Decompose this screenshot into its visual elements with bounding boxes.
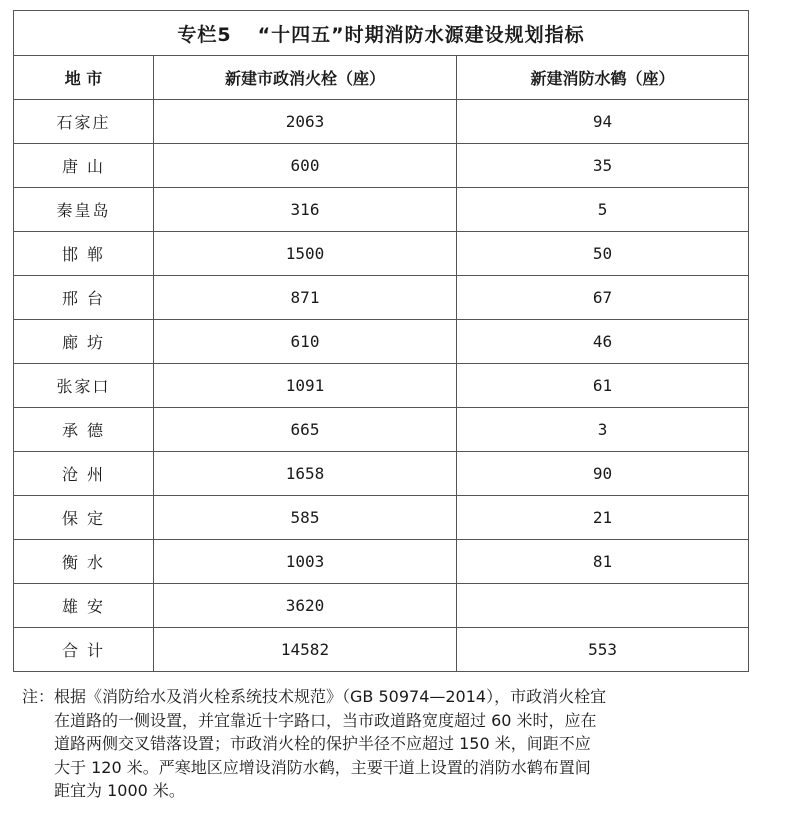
hydrant-count-cell: 585 bbox=[154, 496, 457, 540]
table-row bbox=[14, 100, 749, 144]
caption-text: “十四五”时期消防水源建设规划指标 bbox=[257, 23, 585, 46]
hydrant-count-cell: 14582 bbox=[154, 628, 457, 672]
note-line-3: 道路两侧交叉错落设置；市政消火栓的保护半径不应超过 150 米，间距不应 bbox=[54, 734, 591, 753]
table-row bbox=[14, 144, 749, 188]
table-caption bbox=[14, 11, 749, 56]
table-body bbox=[14, 100, 749, 672]
hydrant-count-cell: 316 bbox=[154, 188, 457, 232]
note-line-2: 在道路的一侧设置，并宜靠近十字路口，当市政道路宽度超过 60 米时，应在 bbox=[54, 710, 597, 730]
table-row bbox=[14, 276, 749, 320]
hydrant-count-cell: 1500 bbox=[154, 232, 457, 276]
crane-count-cell: 67 bbox=[457, 276, 749, 320]
table-row bbox=[14, 452, 749, 496]
hydrant-count-cell: 665 bbox=[154, 408, 457, 452]
city-cell: 石家庄 bbox=[14, 100, 154, 144]
city-cell: 保 定 bbox=[14, 496, 154, 540]
crane-count-cell: 46 bbox=[457, 320, 749, 364]
table-row bbox=[14, 584, 749, 628]
hydrant-count-cell: 1003 bbox=[154, 540, 457, 584]
city-cell: 张家口 bbox=[14, 364, 154, 408]
city-cell: 廊 坊 bbox=[14, 320, 154, 364]
city-cell: 沧 州 bbox=[14, 452, 154, 496]
crane-count-cell: 81 bbox=[457, 540, 749, 584]
table-row bbox=[14, 496, 749, 540]
note-line-5: 距宜为 1000 米。 bbox=[54, 781, 185, 800]
city-cell: 承 德 bbox=[14, 408, 154, 452]
hydrant-count-cell: 2063 bbox=[154, 100, 457, 144]
table-row bbox=[14, 540, 749, 584]
city-cell: 邯 郸 bbox=[14, 232, 154, 276]
hydrant-count-cell: 871 bbox=[154, 276, 457, 320]
caption-label: 专栏5 bbox=[177, 23, 232, 46]
city-cell: 唐 山 bbox=[14, 144, 154, 188]
header-city: 地 市 bbox=[14, 56, 154, 100]
table-note bbox=[22, 685, 742, 803]
table-row bbox=[14, 320, 749, 364]
note-line-text-1: 根据《消防给水及消火栓系统技术规范》（GB 50974—2014），市政消火栓宜 bbox=[54, 687, 607, 706]
crane-count-cell: 3 bbox=[457, 408, 749, 452]
crane-count-cell: 21 bbox=[457, 496, 749, 540]
hydrant-count-cell: 610 bbox=[154, 320, 457, 364]
hydrant-count-cell: 3620 bbox=[154, 584, 457, 628]
hydrant-count-cell: 600 bbox=[154, 144, 457, 188]
header-cranes: 新建消防水鹤（座） bbox=[457, 56, 749, 100]
table-row bbox=[14, 364, 749, 408]
city-cell: 合 计 bbox=[14, 628, 154, 672]
crane-count-cell: 94 bbox=[457, 100, 749, 144]
crane-count-cell: 35 bbox=[457, 144, 749, 188]
city-cell: 秦皇岛 bbox=[14, 188, 154, 232]
indicator-table bbox=[13, 10, 749, 672]
note-line-4: 大于 120 米。严寒地区应增设消防水鹤，主要干道上设置的消防水鹤布置间 bbox=[54, 757, 591, 777]
note-line-1 bbox=[22, 685, 742, 709]
note-prefix: 注： bbox=[22, 687, 55, 706]
table-row bbox=[14, 628, 749, 672]
hydrant-count-cell: 1091 bbox=[154, 364, 457, 408]
header-row bbox=[14, 56, 749, 100]
hydrant-count-cell: 1658 bbox=[154, 452, 457, 496]
crane-count-cell: 61 bbox=[457, 364, 749, 408]
city-cell: 雄 安 bbox=[14, 584, 154, 628]
city-cell: 邢 台 bbox=[14, 276, 154, 320]
table-row bbox=[14, 408, 749, 452]
crane-count-cell: 5 bbox=[457, 188, 749, 232]
crane-count-cell: 50 bbox=[457, 232, 749, 276]
city-cell: 衡 水 bbox=[14, 540, 154, 584]
table-row bbox=[14, 188, 749, 232]
crane-count-cell: 553 bbox=[457, 628, 749, 672]
indicator-table-frame bbox=[13, 10, 748, 672]
crane-count-cell bbox=[457, 584, 749, 628]
table-row bbox=[14, 232, 749, 276]
table-caption-row bbox=[14, 11, 749, 56]
header-hydrants: 新建市政消火栓（座） bbox=[154, 56, 457, 100]
crane-count-cell: 90 bbox=[457, 452, 749, 496]
